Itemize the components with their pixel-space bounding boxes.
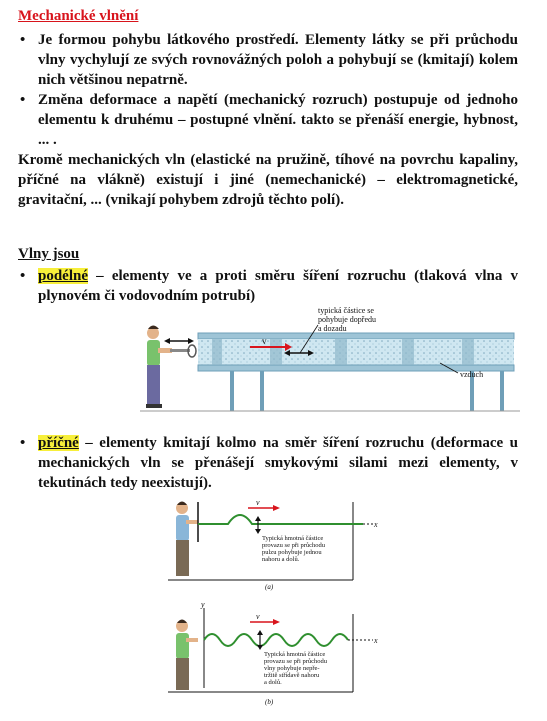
bullet-transverse bbox=[18, 433, 518, 493]
velocity-label: v bbox=[262, 336, 267, 346]
bullet-definition-text: Je formou pohybu látkového prostředí. Elementy látky se při průchodu vlny vychylují ze svých rovnovážných poloh a pohybují se (kmitají) kolem nich většinou nepatrně. bbox=[38, 32, 518, 88]
caption-a: (a) bbox=[265, 583, 274, 591]
wave-note-2: provazu se při průchodu bbox=[264, 658, 327, 665]
y-axis-label: y bbox=[201, 600, 205, 609]
person-figure bbox=[176, 502, 198, 577]
wave-note-3: vlny pohybuje nepře- bbox=[264, 665, 320, 672]
person-figure bbox=[146, 326, 172, 409]
wave-note-1: Typická hmotná částice bbox=[264, 651, 326, 658]
bullet-propagation bbox=[18, 90, 518, 150]
velocity-arrow bbox=[250, 612, 280, 625]
rope-pulse bbox=[198, 515, 363, 524]
bullet-definition bbox=[18, 30, 518, 90]
x-axis-label: x bbox=[374, 520, 378, 529]
paragraph-other-waves: Kromě mechanických vln (elastické na pružině, tíhové na povrchu kapaliny, příčné na vlákně) existují i jiné (nemechanické) – elektromagnetické, gravitační, ... (vnikají pohybem zdrojů těchto polí). bbox=[18, 152, 518, 208]
section-title-waves: Vlny jsou bbox=[18, 246, 80, 262]
person-figure bbox=[176, 620, 198, 691]
bullet-propagation-text: Změna deformace a napětí (mechanický rozruch) postupuje od jednoho elementu k druhému – postupné vlnění. takto se přenáší energie, hybnost, ... . bbox=[38, 92, 518, 148]
air-label: vzduch bbox=[460, 370, 484, 379]
piston-rod bbox=[170, 349, 190, 352]
particle-label-3: a dozadu bbox=[318, 324, 347, 333]
bullet-dot: • bbox=[20, 268, 26, 284]
pulse-note-3: pulzu pohybuje jednou bbox=[262, 549, 322, 556]
wave-note-5: a dolů. bbox=[264, 679, 282, 686]
particle-arrow bbox=[257, 630, 263, 650]
term-longitudinal: podélné bbox=[38, 268, 89, 284]
table-leg bbox=[500, 371, 504, 411]
pulse-note-4: nahoru a dolů. bbox=[262, 556, 300, 563]
piston-motion-arrow bbox=[164, 338, 194, 344]
table-leg bbox=[230, 371, 234, 411]
wave-note-4: tržitě střídavě nahoru bbox=[264, 672, 320, 679]
particle-label-1: typická částice se bbox=[318, 306, 374, 315]
bullet-dot: • bbox=[20, 32, 26, 48]
caption-b: (b) bbox=[265, 698, 274, 706]
velocity-label: v bbox=[256, 498, 260, 507]
pulse-note-1: Typická hmotná částice bbox=[262, 535, 324, 542]
bullet-dot: • bbox=[20, 92, 26, 108]
velocity-arrow bbox=[248, 498, 280, 511]
bullet-dot: • bbox=[20, 435, 26, 451]
transverse-pulse-figure bbox=[168, 496, 383, 591]
term-transverse: příčné bbox=[38, 435, 79, 451]
table-leg bbox=[260, 371, 264, 411]
velocity-label: v bbox=[256, 612, 260, 621]
particle-label-2: pohybuje dopředu bbox=[318, 315, 376, 324]
transverse-description: – elementy kmitají kolmo na směr šíření rozruchu (deformace u mechanických vln se přenášejí smykovými silami mezi elementy, v tekutinách tedy neexistují). bbox=[38, 435, 518, 491]
page-title: Mechanické vlnění bbox=[18, 8, 139, 24]
transverse-wave-figure bbox=[168, 600, 383, 712]
bullet-longitudinal bbox=[18, 266, 518, 306]
pulse-note-2: provazu se při průchodu bbox=[262, 542, 325, 549]
longitudinal-wave-figure bbox=[140, 303, 520, 418]
longitudinal-description: – elementy ve a proti směru šíření rozruchu (tlaková vlna v plynovém či vodovodním potrubí) bbox=[38, 268, 518, 304]
x-axis-label: x bbox=[374, 636, 378, 645]
rope-wave bbox=[204, 634, 348, 646]
